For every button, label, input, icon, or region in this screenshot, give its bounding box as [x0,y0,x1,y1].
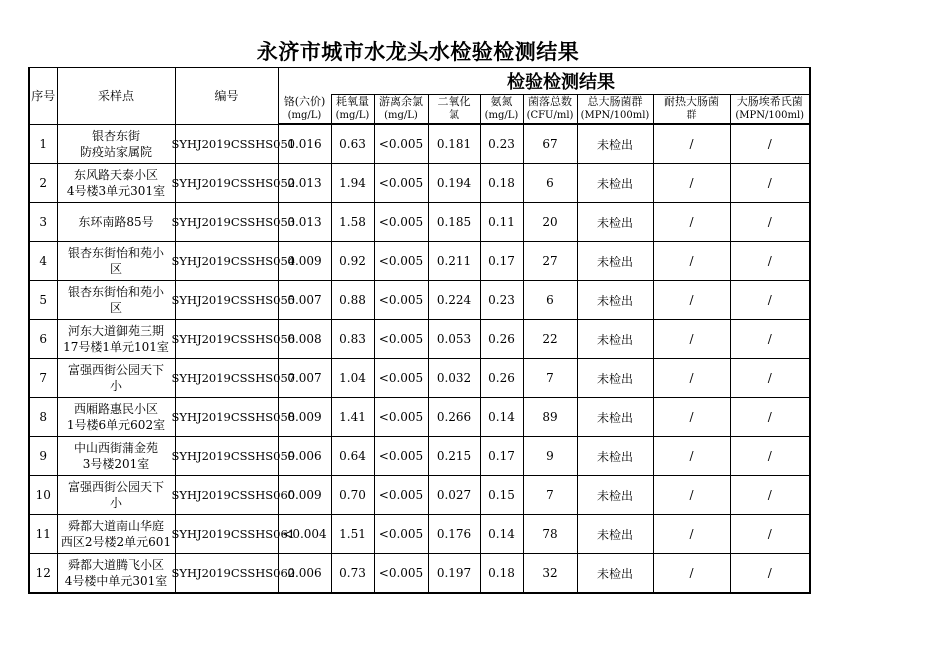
table-row [29,124,810,164]
row-free-chlorine: <0.005 [374,437,428,476]
row-seq: 2 [29,164,57,203]
site-line-1: 富强西街公园天下 [67,480,164,494]
row-ammonia-nitrogen: 0.26 [480,320,523,359]
table-row [29,281,810,320]
row-thermotolerant-coliform: / [653,203,730,242]
row-free-chlorine: <0.005 [374,320,428,359]
row-code [171,359,296,398]
row-site [57,476,175,515]
row-chromium: 0.009 [278,242,331,281]
row-thermotolerant-coliform: / [653,554,730,594]
row-site [57,242,175,281]
sample-code: SYHJ2019CSSHS054 [171,254,296,268]
row-total-coliform: 未检出 [577,359,653,398]
row-site [57,281,175,320]
row-site [57,398,175,437]
row-total-coliform: 未检出 [577,476,653,515]
site-line-1: 富强西街公园天下 [67,363,164,377]
header-ammonia-nitrogen [480,95,523,125]
site-line-2: 17号楼1单元101室 [63,340,169,354]
row-code [171,554,296,594]
header-param-unit: (mg/L) [384,110,418,121]
header-total-coliform [577,95,653,125]
row-colony-count: 78 [523,515,577,554]
sample-code: SYHJ2019CSSHS059 [171,449,296,463]
header-param-unit: 群 [686,110,697,121]
row-colony-count: 89 [523,398,577,437]
row-free-chlorine: <0.005 [374,476,428,515]
row-oxygen-consumption: 0.83 [331,320,374,359]
header-param-name: 耗氧量 [336,95,369,108]
row-chromium: 0.008 [278,320,331,359]
row-site [57,203,175,242]
row-seq: 3 [29,203,57,242]
row-ammonia-nitrogen: 0.14 [480,398,523,437]
row-ammonia-nitrogen: 0.18 [480,164,523,203]
row-thermotolerant-coliform: / [653,164,730,203]
table-row [29,437,810,476]
row-oxygen-consumption: 0.64 [331,437,374,476]
row-total-coliform: 未检出 [577,242,653,281]
row-chromium: <0.004 [278,515,331,554]
row-code [171,281,296,320]
row-seq: 6 [29,320,57,359]
table-row [29,515,810,554]
sample-code: SYHJ2019CSSHS052 [171,176,296,190]
row-free-chlorine: <0.005 [374,124,428,164]
row-seq: 4 [29,242,57,281]
sample-code: SYHJ2019CSSHS051 [171,136,296,151]
row-colony-count: 20 [523,203,577,242]
row-code [171,476,296,515]
header-colony-count [523,95,577,125]
header-code: 编号 [175,68,278,125]
row-thermotolerant-coliform: / [653,281,730,320]
sample-code: SYHJ2019CSSHS062 [171,566,296,580]
row-chlorine-dioxide: 0.215 [428,437,480,476]
row-site [57,164,175,203]
site-line-2: 4号楼3单元301室 [66,184,166,198]
row-chlorine-dioxide: 0.053 [428,320,480,359]
row-total-coliform: 未检出 [577,437,653,476]
row-oxygen-consumption: 0.63 [331,124,374,164]
row-free-chlorine: <0.005 [374,398,428,437]
header-param-name: 菌落总数 [528,95,572,108]
row-thermotolerant-coliform: / [653,359,730,398]
site-line-2: 西区2号楼2单元601 [60,535,172,549]
sample-code: SYHJ2019CSSHS053 [171,215,296,229]
row-ammonia-nitrogen: 0.23 [480,281,523,320]
row-free-chlorine: <0.005 [374,554,428,594]
sample-code: SYHJ2019CSSHS061 [171,527,296,541]
row-chromium: 0.009 [278,476,331,515]
row-e-coli: / [730,124,810,164]
row-e-coli: / [730,281,810,320]
row-colony-count: 7 [523,476,577,515]
row-thermotolerant-coliform: / [653,124,730,164]
row-total-coliform: 未检出 [577,281,653,320]
row-ammonia-nitrogen: 0.17 [480,437,523,476]
row-seq: 7 [29,359,57,398]
row-oxygen-consumption: 1.58 [331,203,374,242]
header-param-unit: (CFU/ml) [526,110,574,121]
row-chromium: 0.006 [278,554,331,594]
header-site: 采样点 [57,68,175,125]
row-total-coliform: 未检出 [577,320,653,359]
header-param-unit: (mg/L) [484,110,519,121]
row-chromium: 0.009 [278,398,331,437]
row-ammonia-nitrogen: 0.17 [480,242,523,281]
header-param-unit: 氯 [449,110,459,121]
row-ammonia-nitrogen: 0.11 [480,203,523,242]
row-oxygen-consumption: 0.92 [331,242,374,281]
row-e-coli: / [730,359,810,398]
row-code [171,124,296,164]
row-oxygen-consumption: 0.73 [331,554,374,594]
header-param-name: 耐热大肠菌 [664,95,719,108]
row-free-chlorine: <0.005 [374,515,428,554]
row-oxygen-consumption: 0.70 [331,476,374,515]
table-row [29,242,810,281]
row-site [57,359,175,398]
row-total-coliform: 未检出 [577,164,653,203]
table-row [29,398,810,437]
site-line-1: 中山西街蒲金苑 [73,441,158,455]
site-line-1: 东环南路85号 [78,215,154,229]
site-line-1: 西厢路惠民小区 [73,402,158,416]
header-oxygen-consumption [331,95,374,125]
row-site [57,320,175,359]
row-e-coli: / [730,398,810,437]
table-row [29,320,810,359]
table-row [29,359,810,398]
row-e-coli: / [730,515,810,554]
row-free-chlorine: <0.005 [374,242,428,281]
header-free-chlorine [374,95,428,125]
site-line-1: 银杏东街怡和苑小 [67,246,164,260]
row-colony-count: 6 [523,164,577,203]
row-site [57,554,175,594]
row-oxygen-consumption: 0.88 [331,281,374,320]
row-ammonia-nitrogen: 0.14 [480,515,523,554]
row-chlorine-dioxide: 0.032 [428,359,480,398]
site-line-1: 银杏东街怡和苑小 [67,285,164,299]
row-chlorine-dioxide: 0.176 [428,515,480,554]
header-param-unit: (mg/L) [287,109,322,121]
row-ammonia-nitrogen: 0.23 [480,124,523,164]
site-line-2: 4号楼中单元301室 [64,574,168,588]
header-param-unit: (MPN/100ml) [580,110,650,121]
row-thermotolerant-coliform: / [653,398,730,437]
header-seq: 序号 [29,68,57,125]
row-site [57,515,175,554]
row-free-chlorine: <0.005 [374,203,428,242]
site-line-2: 3号楼201室 [82,457,150,471]
site-line-2: 防疫站家属院 [79,144,152,159]
row-chlorine-dioxide: 0.027 [428,476,480,515]
row-colony-count: 22 [523,320,577,359]
header-chlorine-dioxide [428,95,480,125]
row-colony-count: 67 [523,124,577,164]
row-colony-count: 6 [523,281,577,320]
row-chlorine-dioxide: 0.266 [428,398,480,437]
row-site [57,437,175,476]
row-chromium: 0.013 [278,164,331,203]
row-thermotolerant-coliform: / [653,476,730,515]
header-param-name: 铬(六价) [283,94,326,108]
table-row [29,554,810,594]
sample-code: SYHJ2019CSSHS057 [171,371,296,385]
header-param-name: 总大肠菌群 [587,95,643,108]
row-e-coli: / [730,476,810,515]
site-line-2: 区 [109,301,122,315]
sample-code: SYHJ2019CSSHS055 [171,293,296,307]
row-total-coliform: 未检出 [577,554,653,594]
header-group: 检验检测结果 [331,68,810,95]
header-thermotolerant-coliform [653,95,730,125]
row-seq: 9 [29,437,57,476]
row-colony-count: 9 [523,437,577,476]
row-ammonia-nitrogen: 0.15 [480,476,523,515]
row-chromium: 0.006 [278,437,331,476]
row-code [171,164,296,203]
site-line-2: 小 [109,379,122,393]
row-colony-count: 7 [523,359,577,398]
row-ammonia-nitrogen: 0.18 [480,554,523,594]
table-row [29,203,810,242]
results-table [28,67,811,594]
row-chlorine-dioxide: 0.197 [428,554,480,594]
row-colony-count: 32 [523,554,577,594]
sample-code: SYHJ2019CSSHS058 [171,410,296,424]
site-line-1: 银杏东街 [91,128,140,143]
row-code [171,242,296,281]
row-thermotolerant-coliform: / [653,242,730,281]
row-total-coliform: 未检出 [577,203,653,242]
row-oxygen-consumption: 1.94 [331,164,374,203]
row-colony-count: 27 [523,242,577,281]
row-thermotolerant-coliform: / [653,515,730,554]
row-e-coli: / [730,554,810,594]
row-e-coli: / [730,242,810,281]
site-line-2: 区 [109,262,122,276]
row-chlorine-dioxide: 0.185 [428,203,480,242]
row-chromium: 0.007 [278,359,331,398]
header-chromium [278,95,331,125]
report-title: 永济市城市水龙头水检验检测结果 [256,40,580,64]
row-total-coliform: 未检出 [577,124,653,164]
header-param-name: 二氧化 [437,95,471,108]
row-free-chlorine: <0.005 [374,281,428,320]
row-chlorine-dioxide: 0.224 [428,281,480,320]
row-total-coliform: 未检出 [577,398,653,437]
row-code [171,515,296,554]
results-body [29,124,810,593]
row-oxygen-consumption: 1.04 [331,359,374,398]
table-row [29,476,810,515]
site-line-2: 1号楼6单元602室 [66,418,166,432]
row-thermotolerant-coliform: / [653,437,730,476]
site-line-1: 东风路天泰小区 [73,168,158,182]
header-param-name: 氨氮 [490,95,513,108]
site-line-1: 舜都大道腾飞小区 [67,558,164,572]
header-e-coli [730,95,810,125]
site-line-1: 舜都大道南山华庭 [67,519,164,533]
row-oxygen-consumption: 1.41 [331,398,374,437]
row-code [171,320,296,359]
row-e-coli: / [730,437,810,476]
row-chlorine-dioxide: 0.181 [428,124,480,164]
row-seq: 10 [29,476,57,515]
row-code [171,398,296,437]
site-line-1: 河东大道御苑三期 [67,324,164,338]
site-line-2: 小 [109,496,122,510]
table-row [29,164,810,203]
header-param-name: 大肠埃希氏菌 [736,95,803,108]
row-code [171,203,296,242]
row-chromium: 0.016 [278,124,331,164]
row-chromium: 0.013 [278,203,331,242]
row-chromium: 0.007 [278,281,331,320]
row-e-coli: / [730,203,810,242]
row-e-coli: / [730,164,810,203]
header-param-unit: (mg/L) [335,110,370,121]
row-seq: 8 [29,398,57,437]
header-spacer [278,68,331,95]
row-ammonia-nitrogen: 0.26 [480,359,523,398]
row-free-chlorine: <0.005 [374,164,428,203]
row-code [171,437,296,476]
row-e-coli: / [730,320,810,359]
row-chlorine-dioxide: 0.211 [428,242,480,281]
header-param-name: 游离余氯 [379,95,423,108]
row-seq: 1 [29,124,57,164]
header-param-unit: (MPN/100ml) [735,110,805,121]
row-seq: 11 [29,515,57,554]
row-free-chlorine: <0.005 [374,359,428,398]
row-chlorine-dioxide: 0.194 [428,164,480,203]
row-seq: 12 [29,554,57,594]
row-total-coliform: 未检出 [577,515,653,554]
sample-code: SYHJ2019CSSHS056 [171,332,296,346]
sample-code: SYHJ2019CSSHS060 [171,488,296,502]
row-oxygen-consumption: 1.51 [331,515,374,554]
row-site [57,124,175,164]
row-seq: 5 [29,281,57,320]
row-thermotolerant-coliform: / [653,320,730,359]
